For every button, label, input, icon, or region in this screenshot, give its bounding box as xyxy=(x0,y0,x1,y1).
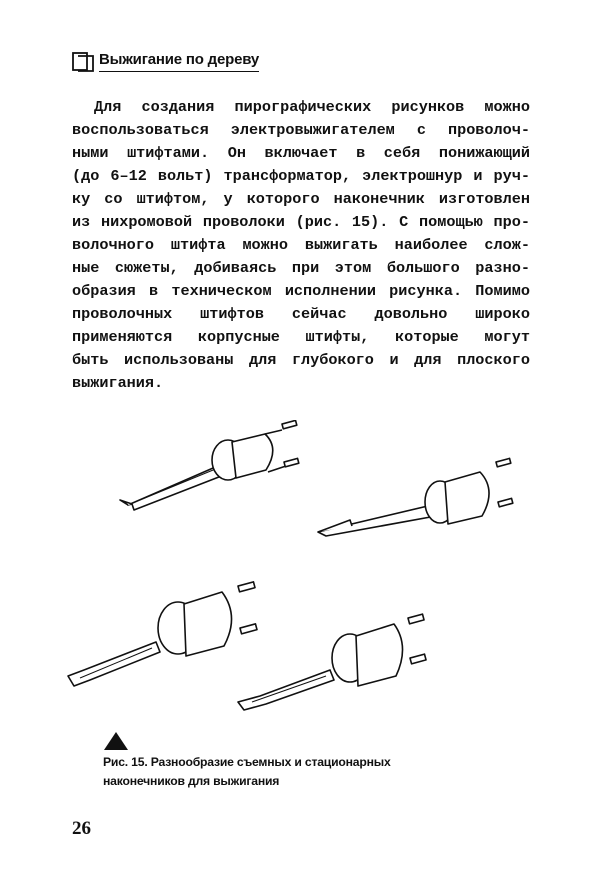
text-line: ку со штифтом, у которого наконечник изготовлен xyxy=(72,190,530,208)
text-line: воспользоваться электровыжигателем с проволоч- xyxy=(72,121,530,139)
burning-tip-1 xyxy=(120,420,299,510)
section-header xyxy=(72,50,272,76)
burning-tips-illustration xyxy=(60,420,540,720)
text-line: ными штифтами. Он включает в себя понижающий xyxy=(72,144,530,162)
text-line: образия в техническом исполнении рисунка. Помимо xyxy=(72,282,530,300)
figure-caption xyxy=(103,753,463,791)
burning-tip-3 xyxy=(68,582,257,686)
text-line: выжигания. xyxy=(72,374,164,392)
burning-tip-4 xyxy=(238,614,426,710)
text-line: Для создания пирографических рисунков можно xyxy=(94,98,530,116)
caption-line: наконечников для выжигания xyxy=(103,774,280,788)
text-line: из нихромовой проволоки (рис. 15). С помощью про- xyxy=(72,213,530,231)
caption-line: Рис. 15. Разнообразие съемных и стационарных xyxy=(103,755,391,769)
text-line: волочного штифта можно выжигать наиболее слож- xyxy=(72,236,530,254)
page-number: 26 xyxy=(72,818,91,839)
text-line: (до 6–12 вольт) трансформатор, электрошнур и руч- xyxy=(72,167,530,185)
burning-tip-2 xyxy=(318,458,513,536)
text-line: ные сюжеты, добиваясь при этом большого разно- xyxy=(72,259,530,277)
text-line: применяются корпусные штифты, которые могут xyxy=(72,328,530,346)
text-line: проволочных штифтов сейчас довольно широко xyxy=(72,305,530,323)
triangle-marker-icon xyxy=(104,732,128,750)
page-corner-icon xyxy=(72,52,94,72)
body-paragraph xyxy=(72,96,530,395)
text-line: быть использованы для глубокого и для плоского xyxy=(72,351,530,369)
section-title: Выжигание по дереву xyxy=(99,50,259,72)
